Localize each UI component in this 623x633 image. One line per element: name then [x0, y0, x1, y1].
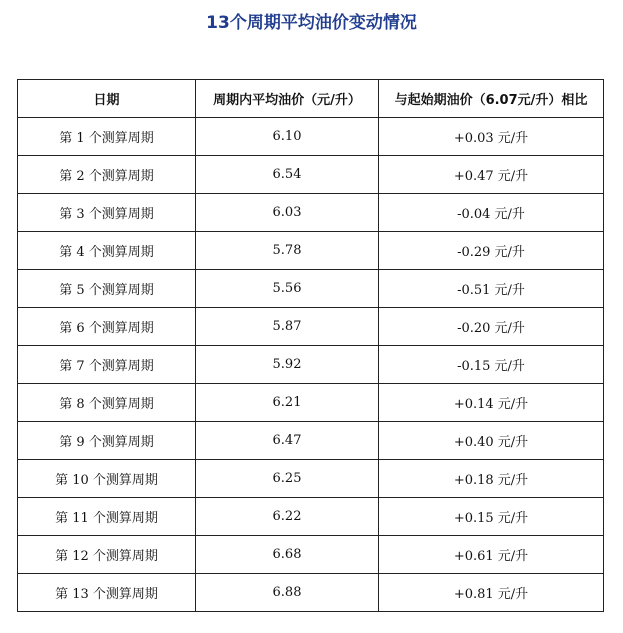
period-cell: 第 2 个测算周期 — [18, 156, 196, 194]
table-body — [18, 118, 604, 612]
period-cell: 第 9 个测算周期 — [18, 422, 196, 460]
period-cell: 第 3 个测算周期 — [18, 194, 196, 232]
avg-price-cell: 5.92 — [196, 346, 379, 384]
change-cell: +0.81 元/升 — [379, 574, 604, 612]
table-row — [18, 156, 604, 194]
period-cell: 第 6 个测算周期 — [18, 308, 196, 346]
change-cell: +0.40 元/升 — [379, 422, 604, 460]
avg-price-cell: 6.03 — [196, 194, 379, 232]
change-cell: +0.61 元/升 — [379, 536, 604, 574]
avg-price-cell: 5.87 — [196, 308, 379, 346]
change-cell: -0.51 元/升 — [379, 270, 604, 308]
period-cell: 第 7 个测算周期 — [18, 346, 196, 384]
avg-price-cell: 6.88 — [196, 574, 379, 612]
header-change: 与起始期油价（6.07元/升）相比 — [379, 80, 604, 118]
avg-price-cell: 6.21 — [196, 384, 379, 422]
avg-price-cell: 6.10 — [196, 118, 379, 156]
change-cell: +0.18 元/升 — [379, 460, 604, 498]
avg-price-cell: 5.78 — [196, 232, 379, 270]
period-cell: 第 10 个测算周期 — [18, 460, 196, 498]
table-row — [18, 536, 604, 574]
change-cell: -0.20 元/升 — [379, 308, 604, 346]
oil-price-table — [17, 79, 604, 612]
period-cell: 第 5 个测算周期 — [18, 270, 196, 308]
change-cell: +0.14 元/升 — [379, 384, 604, 422]
period-cell: 第 4 个测算周期 — [18, 232, 196, 270]
table-row — [18, 574, 604, 612]
header-date: 日期 — [18, 80, 196, 118]
table-row — [18, 384, 604, 422]
change-cell: +0.15 元/升 — [379, 498, 604, 536]
avg-price-cell: 6.47 — [196, 422, 379, 460]
table-row — [18, 498, 604, 536]
table-row — [18, 194, 604, 232]
change-cell: -0.15 元/升 — [379, 346, 604, 384]
avg-price-cell: 5.56 — [196, 270, 379, 308]
change-cell: +0.03 元/升 — [379, 118, 604, 156]
table-row — [18, 270, 604, 308]
period-cell: 第 11 个测算周期 — [18, 498, 196, 536]
table-row — [18, 422, 604, 460]
change-cell: -0.04 元/升 — [379, 194, 604, 232]
avg-price-cell: 6.68 — [196, 536, 379, 574]
table-row — [18, 460, 604, 498]
period-cell: 第 1 个测算周期 — [18, 118, 196, 156]
avg-price-cell: 6.54 — [196, 156, 379, 194]
period-cell: 第 8 个测算周期 — [18, 384, 196, 422]
table-row — [18, 232, 604, 270]
table-row — [18, 118, 604, 156]
page-title: 13个周期平均油价变动情况 — [206, 13, 417, 33]
period-cell: 第 13 个测算周期 — [18, 574, 196, 612]
change-cell: -0.29 元/升 — [379, 232, 604, 270]
avg-price-cell: 6.25 — [196, 460, 379, 498]
avg-price-cell: 6.22 — [196, 498, 379, 536]
period-cell: 第 12 个测算周期 — [18, 536, 196, 574]
table-header-row — [18, 80, 604, 118]
change-cell: +0.47 元/升 — [379, 156, 604, 194]
table-row — [18, 308, 604, 346]
header-avg-price: 周期内平均油价（元/升） — [196, 80, 379, 118]
table-row — [18, 346, 604, 384]
